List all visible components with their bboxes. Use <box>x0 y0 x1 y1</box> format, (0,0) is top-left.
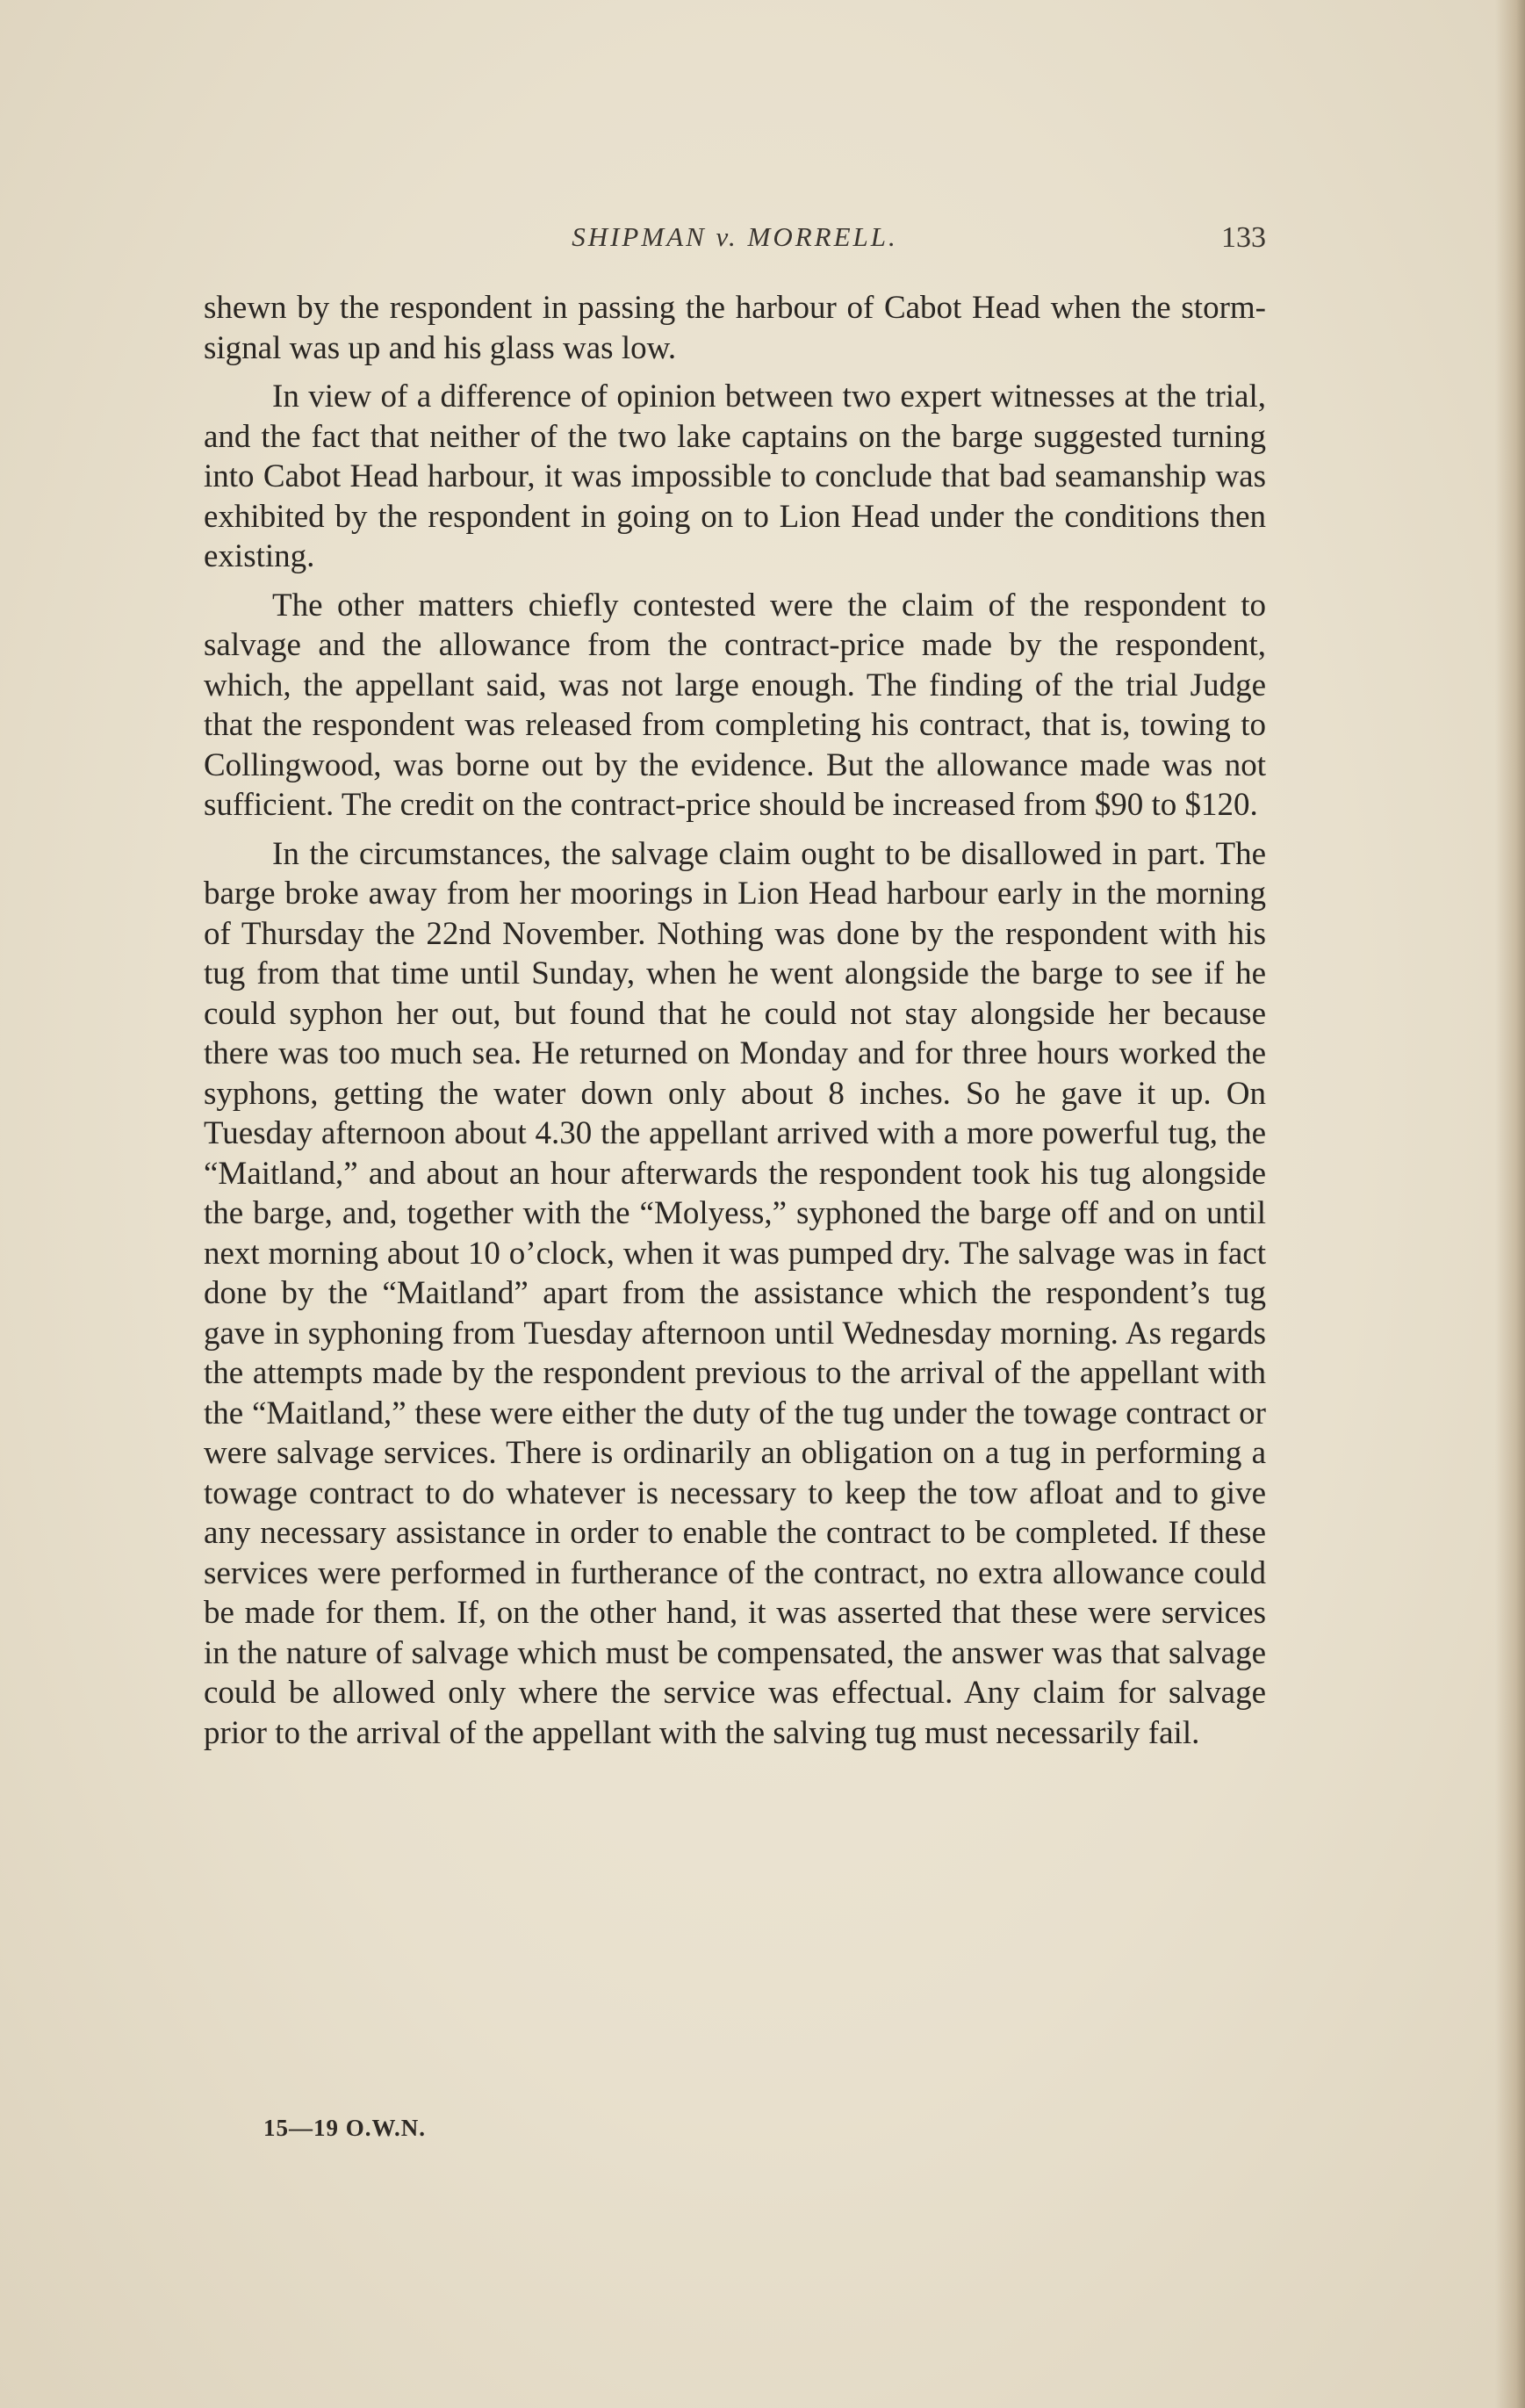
paragraph: The other matters chiefly contested were the claim of the respondent to salvage and the allowance from the contract-price made by the respondent, which, the appellant said, was not large enough. The finding of the trial Judge that the respondent was released from completing his contract, that is, towing to Collingwood, was borne out by the evidence. But the allowance made was not sufficient. The credit on the contract-price should be increased from $90 to $120. <box>204 587 1266 823</box>
running-head: SHIPMAN v. MORRELL. <box>572 221 898 252</box>
page-number: 133 <box>1221 221 1266 254</box>
paragraph: In view of a difference of opinion between two expert witnesses at the trial, and the fact that neither of the two lake captains on the barge suggested turning into Cabot Head harbour, it was impossible to conclude that bad seamanship was exhibited by the respondent in going on to Lion Head under the conditions then existing. <box>204 379 1266 574</box>
paragraph-continued: shewn by the respondent in passing the harbour of Cabot Head when the storm-signal was up and his glass was low. <box>204 290 1266 366</box>
page-edge-shadow <box>1495 0 1525 2408</box>
paragraph: In the circumstances, the salvage claim ought to be disallowed in part. The barge broke away from her moorings in Lion Head harbour early in the morning of Thursday the 22nd November. Nothing was done by the respondent with his tug from that time until Sunday, when he went alongside the barge to see if he could syphon her out, but found that he could not stay alongside her because there was too much sea. He returned on Monday and for three hours worked the syphons, getting the water down only about 8 inches. So he gave it up. On Tuesday afternoon about 4.30 the appellant arrived with a more powerful tug, the “Maitland,” and about an hour afterwards the respondent took his tug alongside the barge, and, together with the “Molyess,” syphoned the barge off and on until next morning about 10 o’clock, when it was pumped dry. The salvage was in fact done by the “Maitland” apart from the assistance which the respondent’s tug gave in syphoning from Tuesday afternoon until Wednesday morning. As regards the attempts made by the respondent previous to the arrival of the appellant with the “Maitland,” these were either the duty of the tug under the towage contract or were salvage services. There is ordinarily an obligation on a tug in performing a towage contract to do whatever is necessary to keep the tow afloat and to give any necessary assistance in order to enable the contract to be completed. If these services were performed in furtherance of the contract, no extra allowance could be made for them. If, on the other hand, it was asserted that these were services in the nature of salvage which must be compensated, the answer was that salvage could be allowed only where the service was effectual. Any claim for salvage prior to the arrival of the appellant with the salving tug must necessarily fail. <box>204 835 1266 1751</box>
page-header <box>204 221 1266 265</box>
body-text <box>204 288 1266 1762</box>
signature-mark: 15—19 O.W.N. <box>263 2115 427 2141</box>
